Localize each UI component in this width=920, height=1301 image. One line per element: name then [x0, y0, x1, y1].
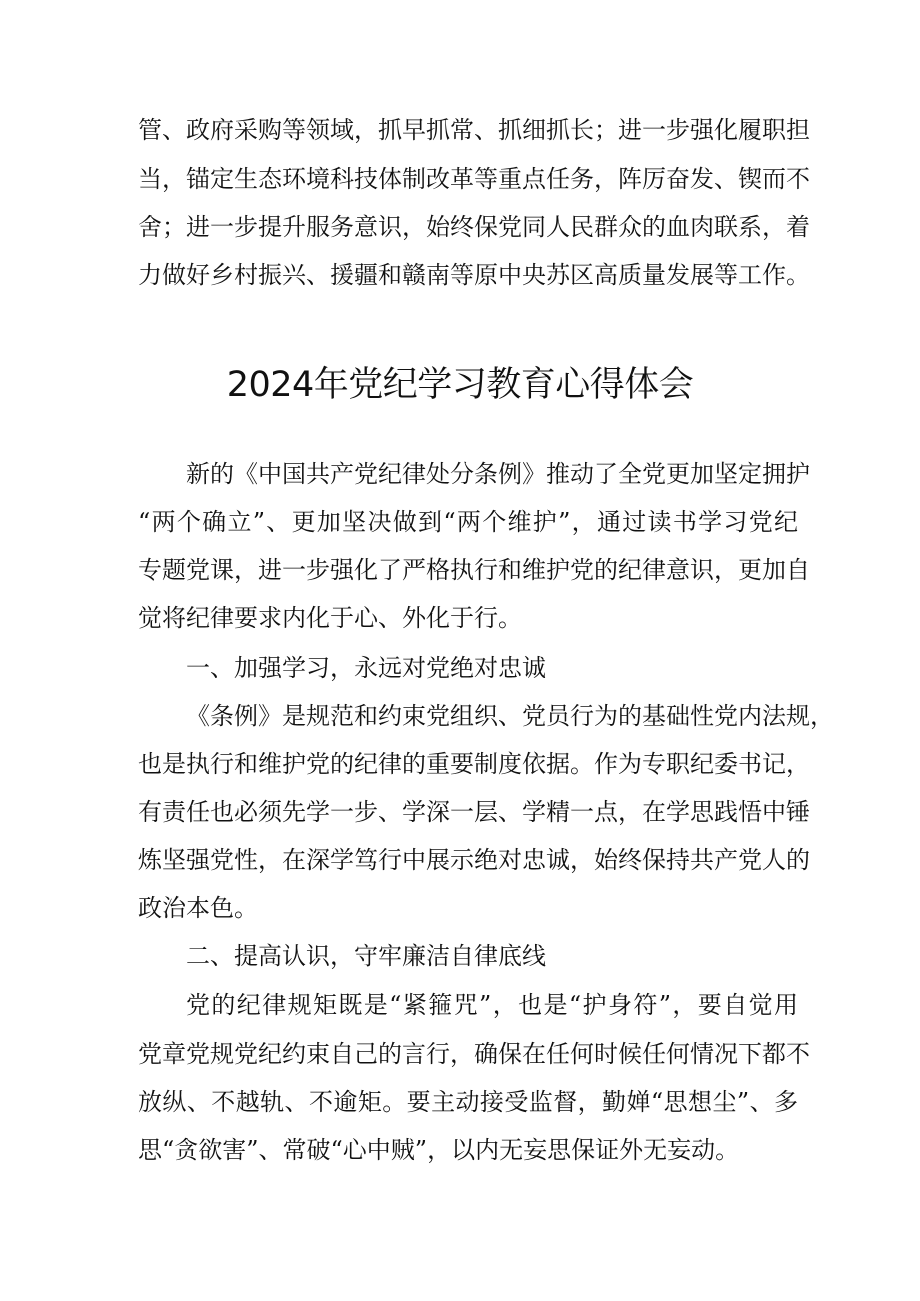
text-line: 党的纪律规矩既是“紧箍咒”，也是“护身符”，要自觉用 [186, 991, 798, 1019]
text-line: 也是执行和维护党的纪律的重要制度依据。作为专职纪委书记， [138, 750, 810, 778]
text-line: 当，锚定生态环境科技体制改革等重点任务，阵厉奋发、锲而不 [138, 165, 810, 193]
text-line: 专题党课，进一步强化了严格执行和维护党的纪律意识，更加自 [138, 556, 810, 584]
text-line: 有责任也必须先学一步、学深一层、学精一点，在学思践悟中锤 [138, 798, 810, 826]
text-line: 政治本色。 [138, 894, 258, 922]
document-title: 2024年党纪学习教育心得体会 [226, 365, 694, 405]
text-line: 舍；进一步提升服务意识，始终保党同人民群众的血肉联系，着 [138, 213, 810, 241]
text-line: 新的《中国共产党纪律处分条例》推动了全党更加坚定拥护 [186, 460, 810, 488]
text-line: 炼坚强党性，在深学笃行中展示绝对忠诚，始终保持共产党人的 [138, 846, 810, 874]
text-line: 力做好乡村振兴、援疆和赣南等原中央苏区高质量发展等工作。 [138, 261, 810, 289]
text-line: 《条例》是规范和约束党组织、党员行为的基础性党内法规， [186, 702, 834, 730]
text-line: “两个确立”、更加坚决做到“两个维护”，通过读书学习党纪 [138, 508, 798, 536]
section-heading: 二、提高认识，守牢廉洁自律底线 [186, 942, 546, 970]
text-line: 管、政府采购等领域，抓早抓常、抓细抓长；进一步强化履职担 [138, 116, 810, 144]
text-line: 觉将纪律要求内化于心、外化于行。 [138, 604, 522, 632]
text-line: 放纵、不越轨、不逾矩。要主动接受监督，勤婵“思想尘”、多 [138, 1088, 798, 1116]
text-line: 党章党规党纪约束自己的言行，确保在任何时候任何情况下都不 [138, 1040, 810, 1068]
text-line: 思“贪欲害”、常破“心中贼”，以内无妄思保证外无妄动。 [138, 1136, 740, 1164]
section-heading: 一、加强学习，永远对党绝对忠诚 [186, 654, 546, 682]
